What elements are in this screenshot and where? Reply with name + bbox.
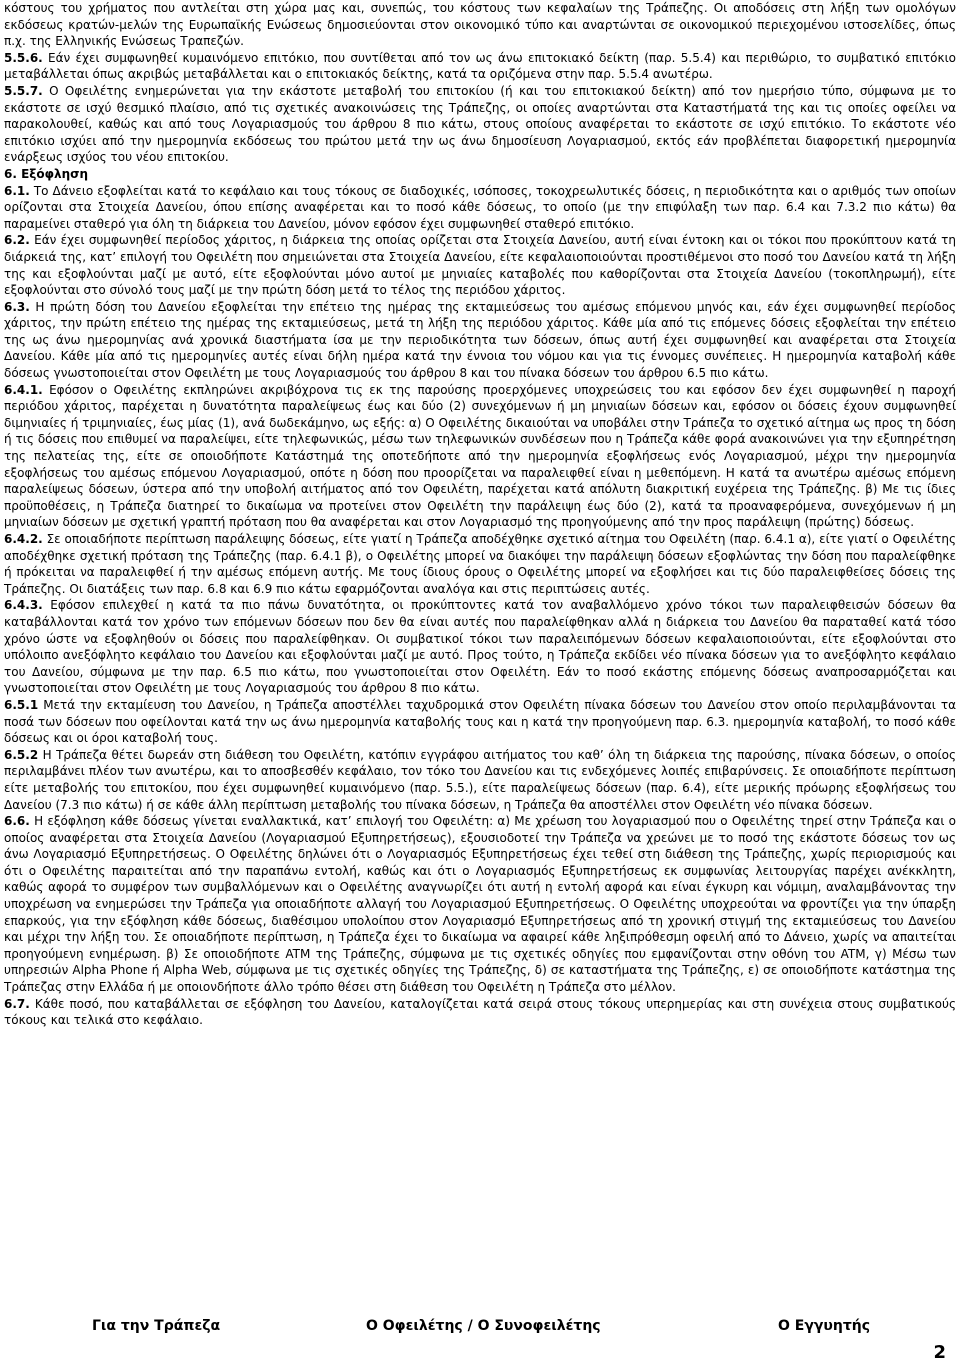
section-heading: 6. Εξόφληση <box>4 166 89 181</box>
paragraph-5-5-6 <box>4 50 956 83</box>
paragraph-6-4-3 <box>4 597 956 697</box>
paragraph-text: Εφόσον ο Οφειλέτης εκπληρώνει ακριβόχρονα τις εκ της παρούσης προερχόμενες υποχρεώσεις του και εφόσον δεν έχει συμφωνηθεί η παροχή περιόδου χάριτος, παρέχεται η δυνατότητα παραλείψεως έως και δύο (2) συνεχόμενων ή μη μηνιαίων δόσεων και, εφόσον οι δόσεις έχουν συμφωνηθεί διμηνιαίες ή τριμηνιαίες, έως μίας (1), ανά δωδεκάμηνο, ως εξής: α) Ο Οφειλέτης δικαιούται να υποβάλει στην Τράπεζα το σχετικό αίτημα ως προς τη δόση ή τις δόσεις που επιθυμεί να παραλείψει, είτε τηλεφωνικώς, μέσω των τηλεφωνικών συνδέσεων που η Τράπεζα κάθε φορά ανακοινώνει για την εξυπηρέτηση της πελατείας της, είτε σε οποιοδήποτε Κατάστημά της οποτεδήποτε από την ημερομηνία εξοφλήσεως ενός Λογαριασμού, μέχρι την ημερομηνία εξοφλήσεως του αμέσως επόμενου Λογαριασμού, οπότε η δόση που προορίζεται να παραλειφθεί είναι η μεθεπόμενη. Η κατά τα ανωτέρω αμέσως επόμενη παραλείψεως δόσεων, ύστερα από την υποβολή αιτήματος από τον Οφειλέτη, παρέχεται κατά απόλυτη διακριτική ευχέρεια της Τράπεζης. β) Με τις ίδιες προϋποθέσεις, η Τράπεζα διατηρεί το δικαίωμα να προτείνει στον Οφειλέτη την παράλειψη έως δύο (2), κατά τα προαναφερόμενα, συνεχόμενων ή μη μηνιαίων δόσεων με σχετική γραπτή πρόταση που θα αναφέρεται και στον Λογαριασμό της προηγούμενης από την προς παράλειψη (πρώτης) δόσεως. <box>4 382 956 530</box>
paragraph-text: Ο Οφειλέτης ενημερώνεται για την εκάστοτε μεταβολή του επιτοκίου (ή και του επιτοκιακού δείκτη) από τον ημερήσιο τύπο, σύμφωνα με το εκάστοτε σε ισχύ θεσμικό πλαίσιο, από τις σχετικές ανακοινώσεις της Τράπεζης, οι οποίες αναρτώνται στα Καταστήματά της και τις οποίες οφείλει να παρακολουθεί, καθώς και από τους Λογαριασμούς του άρθρου 8 πιο κάτω, στους οποίους αναφέρεται το εκάστοτε σε ισχύ επιτόκιο. Το εκάστοτε νέο επιτόκιο ισχύει από την ημερομηνία εκδόσεως του πρώτου μετά την ως άνω δημοσίευση Λογαριασμού, εκτός εάν προβλέπεται διαφορετική ημερομηνία ενάρξεως ισχύος του νέου επιτοκίου. <box>4 83 956 165</box>
paragraph-6-5-2 <box>4 747 956 813</box>
paragraph-6-4-2 <box>4 531 956 597</box>
paragraph-text: Εφόσον επιλεχθεί η κατά τα πιο πάνω δυνατότητα, οι προκύπτοντες κατά τον αναβαλλόμενο χρόνο τόκοι των παραλειφθεισών δόσεων θα καταβάλλονται κατά τον χρόνο των επόμενων δόσεων που δεν θα είναι αυτές που παραλείφθηκαν αλλά η διάρκεια του Δανείου θα παραταθεί κατά τόσο χρόνο ώστε να εξοφληθούν οι δόσεις που παραλείφθηκαν. Οι συμβατικοί τόκοι των παραλειπόμενων δόσεων κεφαλαιοποιούνται, είτε εξοφλούνται στο υπόλοιπο ανεξόφλητο κεφάλαιο του Δανείου και εξοφλούνται μαζί με αυτό. Προς τούτο, η Τράπεζα εκδίδει νέο πίνακα δόσεων για το ανεξόφλητο κεφάλαιο του Δανείου, σύμφωνα με την παρ. 6.5 πιο κάτω, που γνωστοποιείται στον Οφειλέτη. Εάν το ποσό εκάστης επόμενης δόσεως αναπροσαρμόζεται και γνωστοποιείται στον Οφειλέτη με τους Λογαριασμούς του άρθρου 8 πιο κάτω. <box>4 598 956 696</box>
paragraph-text: κόστους του χρήματος που αντλείται στη χώρα μας και, συνεπώς, του κόστους των κεφαλαίων της Τράπεζης. Οι αποδόσεις στη λήξη των ομολόγων εκδόσεως κρατών-μελών της Ευρωπαϊκής Ενώσεως δημοσιεύονται στον οικονομικό τύπο και αναρτώνται σε οικονομικού περιεχομένου ιστοσελίδες, όπως π.χ. της Ελληνικής Ενώσεως Τραπεζών. <box>4 1 956 49</box>
body-text <box>4 0 956 1029</box>
paragraph-number: 6.5.2 <box>4 747 39 762</box>
paragraph-number: 6.4.2. <box>4 532 43 546</box>
paragraph-text: Κάθε ποσό, που καταβάλλεται σε εξόφληση του Δανείου, καταλογίζεται κατά σειρά στους τόκους υπερημερίας και στη συνέχεια στους συμβατικούς τόκους και τελικά στο κεφάλαιο. <box>4 996 956 1028</box>
paragraph-6-2 <box>4 232 956 298</box>
signature-bank-label: Για την Τράπεζα <box>92 1318 221 1334</box>
paragraph-number: 6.2. <box>4 233 30 248</box>
paragraph-6-5-1 <box>4 697 956 747</box>
paragraph-text: Η εξόφληση κάθε δόσεως γίνεται εναλλακτικά, κατ’ επιλογή του Οφειλέτη: α) Με χρέωση του λογαριασμού που ο Οφειλέτης τηρεί στην Τράπεζα και ο οποίος αναφέρεται στα Στοιχεία Δανείου (Λογαριασμού Εξυπηρετήσεως), εξουσιοδοτεί την Τράπεζα να χρεώνει με το ποσό της εκάστοτε δόσεως τον ως άνω Λογαριασμό Εξυπηρετήσεως. Ο Οφειλέτης δηλώνει ότι ο Λογαριασμός Εξυπηρετήσεως έχει τεθεί στη διάθεση της Τράπεζης, χωρίς περιορισμούς και ότι ο Οφειλέτης παραιτείται από την παραπάνω εντολή, καθώς και ότι ο Λογαριασμός Εξυπηρετήσεως εκ συμφωνίας λειτουργίας παρέχει ανέκκλητη, καθώς αφορά το συμφέρον των συμβαλλόμενων και ο Οφειλέτης αναγνωρίζει ότι αυτή η εντολή αφορά και είναι έγκυρη και νόμιμη, αναλαμβάνοντας την υποχρέωση να ενημερώσει την Τράπεζα για οποιαδήποτε αλλαγή του Λογαριασμού Εξυπηρετήσεως. Ο Οφειλέτης υποχρεούται να φροντίζει για την ύπαρξη επαρκούς, για την εξόφληση κάθε δόσεως, διαθέσιμου υπολοίπου στον Λογαριασμό Εξυπηρετήσεως από τη χρονική στιγμή της εκταμιεύσεως του Δανείου και μέχρι την λήξη του. Σε οποιαδήποτε περίπτωση, η Τράπεζα έχει το δικαίωμα να αφαιρεί κάθε ληξιπρόθεσμη οφειλή από το Δάνειο, χωρίς να απαιτείται προηγούμενη ενημέρωση. β) Σε οποιοδήποτε ATM της Τράπεζης, σύμφωνα με τις σχετικές οδηγίες που εμφανίζονται στην οθόνη του ATM, γ) Μέσω των υπηρεσιών Alpha Phone ή Alpha Web, σύμφωνα με τις σχετικές οδηγίες της Τράπεζης, δ) σε καταστήματα της Τράπεζης, ε) σε οποιοδήποτε κατάστημα της Τράπεζας στην Ελλάδα ή με οποιονδήποτε άλλο τρόπο θέσει στη διάθεση του Οφειλέτη η Τράπεζα στο μέλλον. <box>4 814 956 995</box>
page-number: 2 <box>933 1342 946 1363</box>
paragraph-6-3 <box>4 299 956 382</box>
paragraph-6-1 <box>4 183 956 233</box>
paragraph-intro <box>4 0 956 50</box>
paragraph-number: 6.3. <box>4 299 30 314</box>
paragraph-number: 6.6. <box>4 814 30 829</box>
paragraph-number: 5.5.6. <box>4 50 43 65</box>
paragraph-6-4-1 <box>4 382 956 531</box>
paragraph-5-5-7 <box>4 83 956 166</box>
paragraph-text: Η πρώτη δόση του Δανείου εξοφλείται την επέτειο της ημέρας της εκταμιεύσεως του αμέσως επόμενου μηνός και, εάν έχει συμφωνηθεί περίοδος χάριτος, την πρώτη επέτειο της ημέρας της εκταμιεύσεως, μετά τη λήξη της περιόδου χάριτος. Κάθε μία από τις επόμενες δόσεις εξοφλείται την επέτειο της ως άνω ημερομηνίας ανά χρονικά διαστήματα ίσα με την περιοδικότητα των δόσεων, όπως αυτή έχει συμφωνηθεί και αναφέρεται στα Στοιχεία Δανείου. Κάθε μία από τις ημερομηνίες αυτές είναι δήλη ημέρα κατά την έννοια του νόμου και για τις έννομες συνέπειες. Η ημερομηνία καταβολή κάθε δόσεως γνωστοποιείται στον Οφειλέτη με τους Λογαριασμούς του άρθρου 8 και του πίνακα δόσεων του άρθρου 6.5 πιο κάτω. <box>4 299 956 381</box>
section-heading-6 <box>4 166 956 183</box>
paragraph-number: 6.4.1. <box>4 382 43 397</box>
paragraph-number: 6.5.1 <box>4 697 39 712</box>
paragraph-number: 6.7. <box>4 996 30 1011</box>
paragraph-text: Σε οποιαδήποτε περίπτωση παράλειψης δόσεως, είτε γιατί η Τράπεζα αποδέχθηκε σχετικό αίτημα του Οφειλέτη (παρ. 6.4.1 α), είτε γιατί ο Οφειλέτης αποδέχθηκε σχετική πρόταση της Τράπεζης (παρ. 6.4.1 β), ο Οφειλέτης μπορεί να διακόψει την παράλειψη δόσεων εξοφλώντας την δόση που παραλείφθηκε ή πρόκειται να παραλειφθεί ή την αμέσως επόμενη αυτής. Με τους ίδιους όρους ο Οφειλέτης μπορεί να εξοφλήσει και τις δύο παραλειφθείσες δόσεις της Τράπεζης. Οι διατάξεις των παρ. 6.8 και 6.9 πιο κάτω εφαρμόζονται αναλόγα και στις περιπτώσεις αυτές. <box>4 532 956 596</box>
paragraph-text: Η Τράπεζα θέτει δωρεάν στη διάθεση του Οφειλέτη, κατόπιν εγγράφου αιτήματος του καθ’ όλη τη διάρκεια της παρούσης, πίνακα δόσεων, ο οποίος περιλαμβάνει πλέον των ανωτέρω, και το αποσβεσθέν κεφάλαιο, τον τόκο του Δανείου και τις ενδεχόμενες λοιπές επιβαρύνσεις. Σε οποιαδήποτε περίπτωση είτε μεταβολής του επιτοκίου, που έχει συμφωνηθεί κυμαινόμενο (παρ. 5.5.), είτε παραλείψεως δόσεων (παρ. 6.4), είτε μερικής πρόωρης εξοφλήσεως του Δανείου (7.3 πιο κάτω) ή σε κάθε άλλη περίπτωση μεταβολής του πίνακα δόσεων, η Τράπεζα θα αποστέλλει στον Οφειλέτη νέο πίνακα δόσεων. <box>4 747 956 812</box>
paragraph-text: Το Δάνειο εξοφλείται κατά το κεφάλαιο και τους τόκους σε διαδοχικές, ισόποσες, τοκοχρεωλυτικές δόσεις, η περιοδικότητα και ο αριθμός των οποίων ορίζονται στα Στοιχεία Δανείου, όπου επίσης αναφέρεται και το ποσό κάθε δόσεως, το οποίο (με την επιφύλαξη των παρ. 6.4 και 7.3.2 πιο κάτω) θα παραμείνει σταθερό για όλη τη διάρκεια του Δανείου, μόνον εφόσον έχει συμφωνηθεί σταθερό επιτόκιο. <box>4 183 956 231</box>
paragraph-6-6 <box>4 813 956 996</box>
paragraph-number: 6.1. <box>4 183 30 198</box>
signature-debtor-label: Ο Οφειλέτης / Ο Συνοφειλέτης <box>366 1318 601 1334</box>
paragraph-text: Εάν έχει συμφωνηθεί περίοδος χάριτος, η διάρκεια της οποίας ορίζεται στα Στοιχεία Δανείου, αυτή είναι έντοκη και οι τόκοι που προκύπτουν κατά τη διάρκειά της, κατ’ επιλογή του Οφειλέτη που σημειώνεται στα Στοιχεία Δανείου, είτε κεφαλαιοποιούνται προστιθέμενοι στο ποσό του Δανείου κατά τη λήξη της και εξοφλούνται μαζί με αυτό, είτε εξοφλούνται μόνο αυτοί με μηνιαίες καταβολές που καθορίζονται στα Στοιχεία Δανείου (τοκοπληρωμή), είτε εξοφλούνται στο σύνολό τους μαζί με την πρώτη δόση μετά το τέλος της περιόδου χάριτος. <box>4 233 956 298</box>
paragraph-text: Εάν έχει συμφωνηθεί κυμαινόμενο επιτόκιο, που συντίθεται από τον ως άνω επιτοκιακό δείκτη (παρ. 5.5.4) και περιθώριο, το συμβατικό επιτόκιο μεταβάλλεται όπως ακριβώς μεταβάλλεται και ο επιτοκιακός δείκτης, κατά τα οριζόμενα στην παρ. 5.5.4 ανωτέρω. <box>4 50 956 82</box>
paragraph-6-7 <box>4 996 956 1029</box>
paragraph-number: 5.5.7. <box>4 83 43 98</box>
paragraph-text: Μετά την εκταμίευση του Δανείου, η Τράπεζα αποστέλλει ταχυδρομικά στον Οφειλέτη πίνακα δόσεων του Δανείου στον οποίο περιλαμβάνονται τα ποσά των δόσεων που οφείλονται κατά την ως άνω ημερομηνία καταβολής τους και η κατά την προηγούμενη παρ. 6.3. ημερομηνία καταβολή, το ποσό κάθε δόσεως και οι όροι καταβολή τους. <box>4 697 956 746</box>
paragraph-number: 6.4.3. <box>4 598 43 613</box>
signature-guarantor-label: Ο Εγγυητής <box>778 1318 871 1334</box>
